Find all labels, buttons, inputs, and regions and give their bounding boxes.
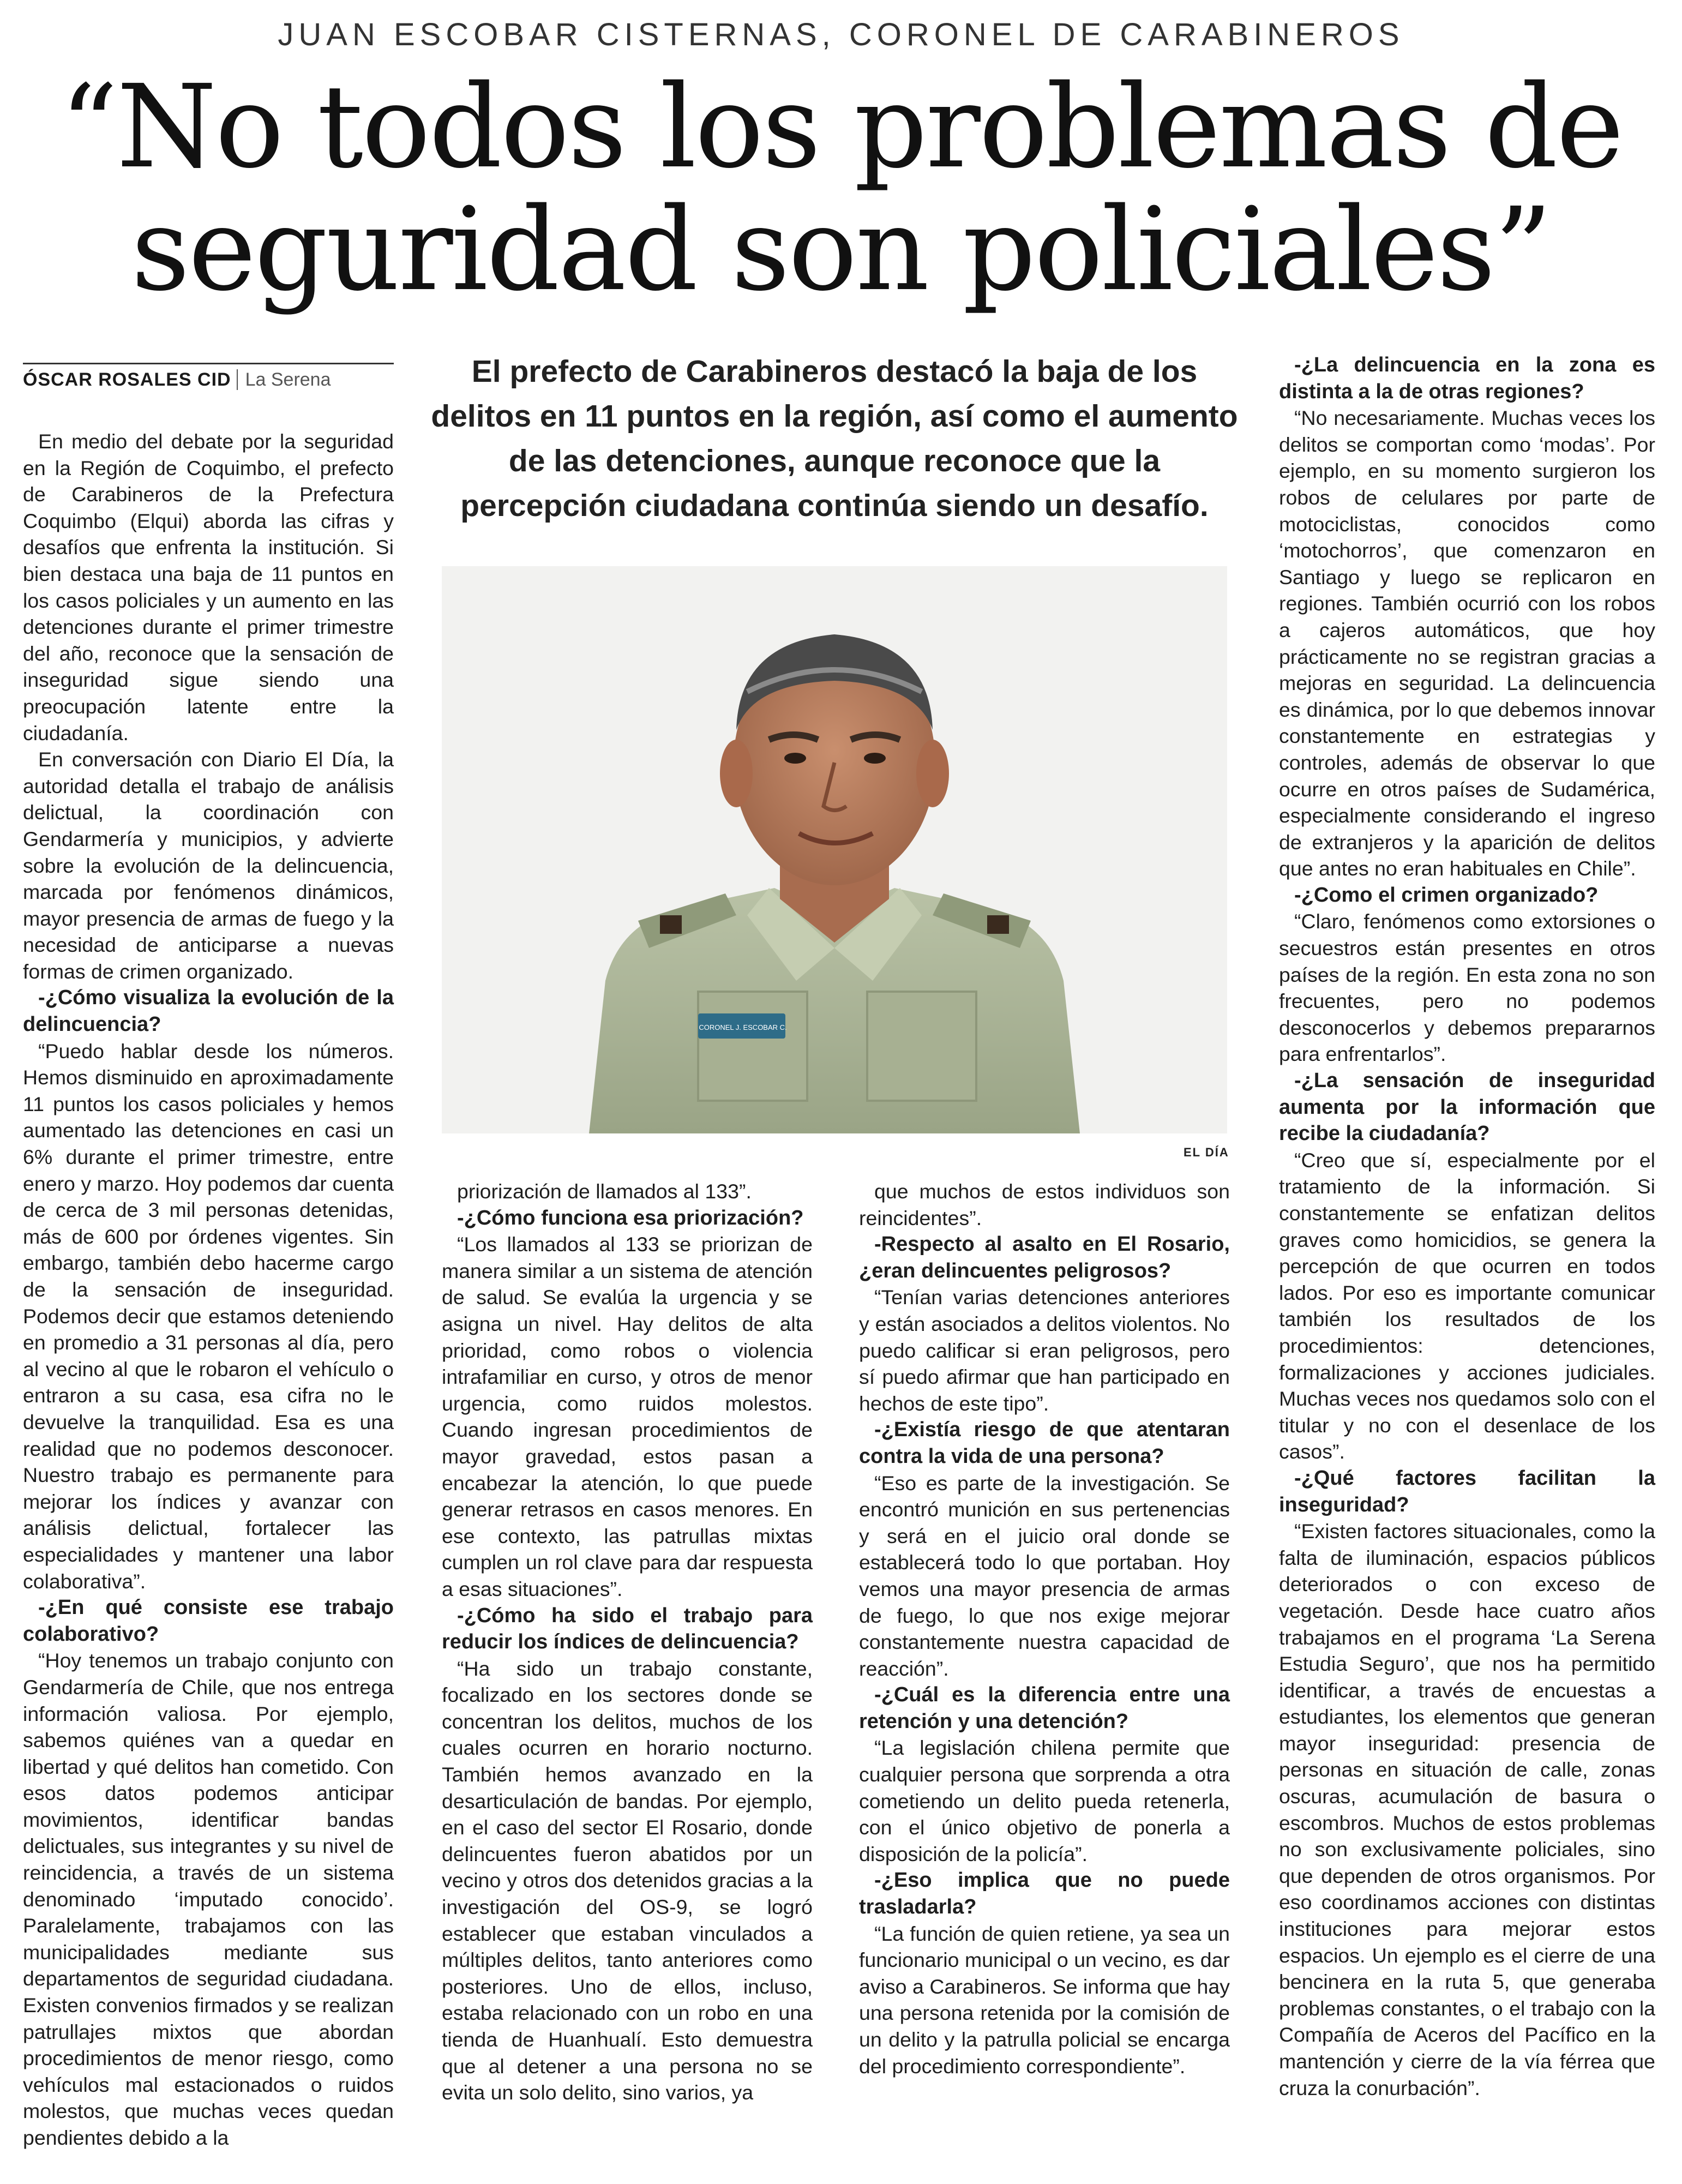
byline-author: ÓSCAR ROSALES CID <box>23 369 231 390</box>
headline-line-1: “No todos los problemas de <box>59 60 1623 194</box>
headline-line-2: seguridad son policiales” <box>131 183 1551 316</box>
interview-question: -¿La delincuencia en la zona es distinta a la de otras regiones? <box>1279 353 1655 403</box>
column-4 <box>1279 352 1655 2101</box>
column-2 <box>442 1178 813 2106</box>
body-paragraph: “Los llamados al 133 se priorizan de manera similar a un sistema de atención de salud. Se evalúa la urgencia y se asigna un nivel. Hay delitos de alta prioridad, como robos o violencia intrafamiliar en curso, y otros de menor urgencia, como ruidos molestos. Cuando ingresan procedimientos de mayor gravedad, estos pasan a encabezar la atención, lo que puede generar retrasos en casos menores. En ese contexto, las patrullas mixtas cumplen un rol clave para dar respuesta a esas situaciones”. <box>442 1233 813 1600</box>
body-paragraph: “Hoy tenemos un trabajo conjunto con Gendarmería de Chile, que nos entrega información valiosa. Por ejemplo, sabemos quiénes van a quedar en libertad y qué delitos han cometido. Con esos datos podemos anticipar movimientos, identificar bandas delictuales, sus integrantes y su nivel de reincidencia, a través de un sistema denominado ‘imputado conocido’. Paralelamente, trabajamos con las municipalidades mediante sus departamentos de seguridad ciudadana. Existen convenios firmados y se realizan patrullajes mixtos que abordan procedimientos de menor riesgo, como vehículos mal estacionados o ruidos molestos, que muchas veces quedan pendientes debido a la <box>23 1649 394 2149</box>
lead-paragraph: El prefecto de Carabineros destacó la baja de los delitos en 11 puntos en la región, así como el aumento de las detenciones, aunque reconoce que la percepción ciudadana continúa siendo un desafío. <box>431 354 1238 523</box>
interview-question: -¿Qué factores facilitan la inseguridad? <box>1279 1466 1655 1516</box>
body-paragraph: que muchos de estos individuos son reincidentes”. <box>859 1180 1230 1229</box>
portrait-photo <box>442 566 1227 1133</box>
kicker: JUAN ESCOBAR CISTERNAS, CORONEL DE CARABINEROS <box>278 17 1404 52</box>
name-badge-text: CORONEL J. ESCOBAR C. <box>699 1023 787 1031</box>
interview-question: -¿Cuál es la diferencia entre una retención y una detención? <box>859 1683 1230 1733</box>
body-paragraph: “Ha sido un trabajo constante, focalizado en los sectores donde se concentran los delitos, muchos de los cuales ocurren en horario nocturno. También hemos avanzado en la desarticulación de bandas. Por ejemplo, en el caso del sector El Rosario, donde delincuentes fueron abatidos por un vecino y otros dos detenidos gracias a la investigación del OS-9, se logró establecer que estaban vinculados a múltiples delitos, tanto anteriores como posteriores. Uno de ellos, incluso, estaba relacionado con un robo en una tienda de Huanhualí. Esto demuestra que al detener a una persona no se evita un solo delito, sino varios, ya <box>442 1657 813 2104</box>
interview-question: -¿Cómo ha sido el trabajo para reducir los índices de delincuencia? <box>442 1604 813 1654</box>
body-paragraph: priorización de llamados al 133”. <box>457 1180 752 1203</box>
byline <box>23 363 394 398</box>
body-paragraph: “Tenían varias detenciones anteriores y están asociados a delitos violentos. No puedo calificar si eran peligrosos, pero sí puedo afirmar que han participado en hechos de este tipo”. <box>859 1286 1230 1415</box>
body-paragraph: En medio del debate por la seguridad en la Región de Coquimbo, el prefecto de Carabineros de la Prefectura Coquimbo (Elqui) aborda las cifras y desafíos que enfrenta la institución. Si bien destaca una baja de 11 puntos en los casos policiales y un aumento en las detenciones durante el primer trimestre del año, reconoce que la sensación de inseguridad sigue siendo una preocupación latente entre la ciudadanía. <box>23 430 394 745</box>
photo-credit: EL DÍA <box>1184 1145 1229 1159</box>
body-paragraph: “Creo que sí, especialmente por el tratamiento de la información. Si constantemente se enfatizan delitos graves como homicidios, se genera la percepción de que ocurren en todos lados. Por eso es importante comunicar también los resultados de los procedimientos: detenciones, formalizaciones y acciones judiciales. Muchas veces nos quedamos solo con el titular y no con el desenlace de los casos”. <box>1279 1148 1655 1463</box>
interview-question: -¿Existía riesgo de que atentaran contra la vida de una persona? <box>859 1418 1230 1468</box>
interview-question: -¿Eso implica que no puede trasladarla? <box>859 1869 1230 1919</box>
body-paragraph: “Puedo hablar desde los números. Hemos disminuido en aproximadamente 11 puntos los casos policiales y hemos aumentado las detenciones en casi un 6% durante el primer trimestre, entre enero y marzo. Hoy podemos dar cuenta de cerca de 3 mil personas detenidas, más de 600 por órdenes vigentes. Sin embargo, también debo hacerme cargo de la sensación de inseguridad. Podemos decir que estamos deteniendo en promedio a 31 personas al día, pero al vecino al que le robaron el vehículo o entraron a su casa, esa cifra no le devuelve la tranquilidad. Esa es una realidad que no podemos desconocer. Nuestro trabajo es permanente para mejorar los índices y avanzar con análisis delictual, fortalecer las especialidades y mantener una labor colaborativa”. <box>23 1039 394 1593</box>
portrait-illustration <box>442 566 1227 1133</box>
interview-question: -¿Como el crimen organizado? <box>1294 883 1599 907</box>
headline <box>0 60 1682 316</box>
body-paragraph: “No necesariamente. Muchas veces los delitos se comportan como ‘modas’. Por ejemplo, en su momento surgieron los robos de celulares por parte de motociclistas, conocidos como ‘motochorros’, que comenzaron en Santiago y luego se replicaron en regiones. También ocurrió con los robos a cajeros automáticos, que hoy prácticamente no se registran gracias a mejoras en seguridad. La delincuencia es dinámica, por lo que debemos innovar constantemente en estrategias y controles, además de observar lo que ocurre en otros países de Sudamérica, especialmente considerando el ingreso de extranjeros y la aparición de delitos que antes no eran habituales en Chile”. <box>1279 406 1655 880</box>
interview-question: -¿La sensación de inseguridad aumenta por la información que recibe la ciudadanía? <box>1279 1069 1655 1145</box>
byline-place: La Serena <box>237 369 331 390</box>
body-paragraph: “Claro, fenómenos como extorsiones o secuestros están presentes en otros países de la región. En esta zona no son frecuentes, pero no podemos desconocerlos y debemos prepararnos para enfrentarlos”. <box>1279 910 1655 1066</box>
interview-question: -¿Cómo funciona esa priorización? <box>457 1206 804 1229</box>
body-paragraph: “La legislación chilena permite que cualquier persona que sorprenda a otra cometiendo un delito pueda retenerla, con el único objetivo de ponerla a disposición de la policía”. <box>859 1736 1230 1865</box>
interview-question: -¿En qué consiste ese trabajo colaborativo? <box>23 1596 394 1646</box>
column-3 <box>859 1178 1230 2079</box>
interview-question: -Respecto al asalto en El Rosario, ¿eran delincuentes peligrosos? <box>859 1233 1230 1282</box>
column-1 <box>23 428 394 2151</box>
body-paragraph: En conversación con Diario El Día, la autoridad detalla el trabajo de análisis delictual, la coordinación con Gendarmería y municipios, y advierte sobre la evolución de la delincuencia, marcada por fenómenos dinámicos, mayor presencia de armas de fuego y la necesidad de anticiparse a nuevas formas de crimen organizado. <box>23 748 394 983</box>
interview-question: -¿Cómo visualiza la evolución de la delincuencia? <box>23 986 394 1036</box>
body-paragraph: “La función de quien retiene, ya sea un funcionario municipal o un vecino, es dar aviso a Carabineros. Se informa que hay una persona retenida por la comisión de un delito y la patrulla policial se encarga del procedimiento correspondiente”. <box>859 1922 1230 2078</box>
body-paragraph: “Existen factores situacionales, como la falta de iluminación, espacios públicos deteriorados o con exceso de vegetación. Desde hace cuatro años trabajamos en el programa ‘La Serena Estudia Seguro’, que nos ha permitido identificar, a través de encuestas a estudiantes, los elementos que generan mayor inseguridad: presencia de personas en situación de calle, zonas oscuras, acumulación de basura o escombros. Muchos de estos problemas no son exclusivamente policiales, sino que dependen de otros organismos. Por eso coordinamos acciones con distintas instituciones para mejorar estos espacios. Un ejemplo es el cierre de una bencinera en la ruta 5, que generaba problemas constantes, o el trabajo con la Compañía de Aceros del Pacífico en la mantención y cierre de la vía férrea que cruza la conurbación”. <box>1279 1520 1655 2099</box>
body-paragraph: “Eso es parte de la investigación. Se encontró munición en sus pertenencias y será en el juicio oral donde se establecerá todo lo que portaban. Hoy vemos una mayor presencia de armas de fuego, lo que nos exige mejorar constantemente nuestra capacidad de reacción”. <box>859 1471 1230 1680</box>
